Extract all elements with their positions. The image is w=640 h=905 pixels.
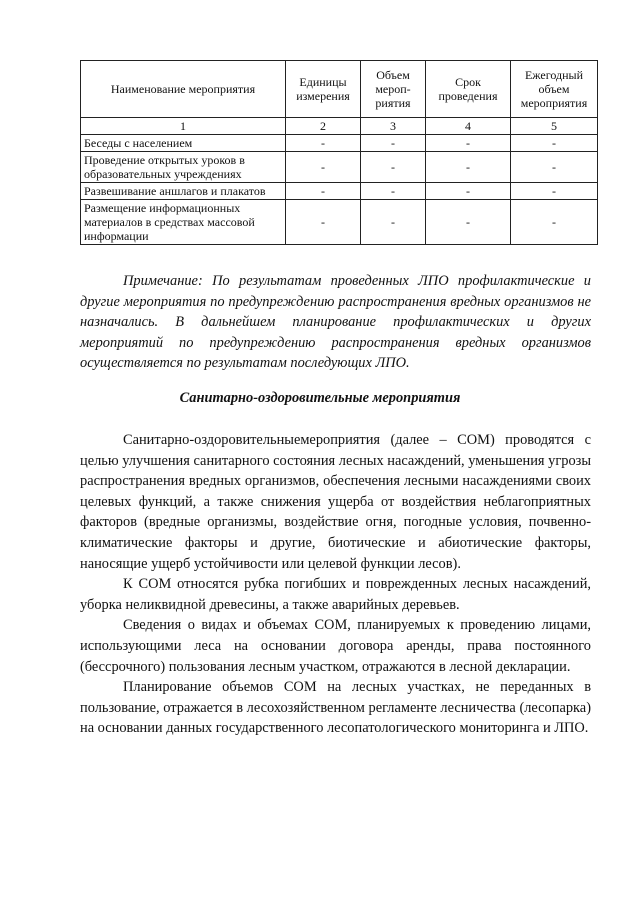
cell-value: -	[286, 152, 361, 183]
header-name: Наименование мероприятия	[81, 61, 286, 118]
row-name: Проведение открытых уроков в образовательных учреждениях	[81, 152, 286, 183]
table-row	[81, 135, 598, 152]
col-number: 2	[286, 118, 361, 135]
col-number: 3	[361, 118, 426, 135]
header-volume: Объем мероп-риятия	[361, 61, 426, 118]
table-row	[81, 152, 598, 183]
cell-value: -	[426, 135, 511, 152]
cell-value: -	[511, 200, 598, 245]
measures-table	[80, 60, 598, 245]
paragraph: Планирование объемов СОМ на лесных участках, не переданных в пользование, отражается в лесохозяйственном регламенте лесничества (лесопарка) на основании данных государственного лесопатологического мониторинга и ЛПО.	[80, 679, 591, 737]
table-number-row	[81, 118, 598, 135]
col-number: 5	[511, 118, 598, 135]
cell-value: -	[511, 135, 598, 152]
cell-value: -	[361, 183, 426, 200]
row-name: Развешивание аншлагов и плакатов	[81, 183, 286, 200]
col-number: 1	[81, 118, 286, 135]
section-body	[80, 430, 591, 739]
cell-value: -	[426, 152, 511, 183]
col-number: 4	[426, 118, 511, 135]
cell-value: -	[426, 183, 511, 200]
cell-value: -	[511, 152, 598, 183]
cell-value: -	[361, 200, 426, 245]
section-title: Санитарно-оздоровительные мероприятия	[179, 390, 461, 406]
header-units: Единицы измерения	[286, 61, 361, 118]
header-term: Срок проведения	[426, 61, 511, 118]
row-name: Беседы с населением	[81, 135, 286, 152]
cell-value: -	[286, 200, 361, 245]
paragraph: Санитарно-оздоровительныемероприятия (далее – СОМ) проводятся с целью улучшения санитарного состояния лесных насаждений, уменьшения угрозы распространения вредных организмов, обеспечения лесными насаждениями своих целевых функций, а также снижения ущерба от воздействия неблагоприятных факторов (вредные организмы, воздействие огня, погодные условия, почвенно-климатические факторы и другие, биотические и абиотические факторы, наносящие ущерб устойчивости или целевой функции лесов).	[80, 432, 591, 572]
table-row	[81, 183, 598, 200]
cell-value: -	[361, 135, 426, 152]
table-row	[81, 200, 598, 245]
row-name: Размещение информационных материалов в средствах массовой информации	[81, 200, 286, 245]
cell-value: -	[361, 152, 426, 183]
paragraph: К СОМ относятся рубка погибших и поврежденных лесных насаждений, уборка неликвидной древесины, а также аварийных деревьев.	[80, 576, 591, 613]
table-header-row	[81, 61, 598, 118]
cell-value: -	[286, 183, 361, 200]
table-note: Примечание: По результатам проведенных ЛПО профилактические и другие мероприятия по предупреждению распространения вредных организмов не назначались. В дальнейшем планирование профилактических и других мероприятий по предупреждению распространения вредных организмов осуществляется по результатам последующих ЛПО.	[80, 273, 591, 371]
cell-value: -	[426, 200, 511, 245]
cell-value: -	[511, 183, 598, 200]
header-annual-volume: Ежегодный объем мероприятия	[511, 61, 598, 118]
paragraph: Сведения о видах и объемах СОМ, планируемых к проведению лицами, использующими леса на основании договора аренды, права постоянного (бессрочного) пользования лесным участком, отражаются в лесной декларации.	[80, 617, 591, 675]
cell-value: -	[286, 135, 361, 152]
